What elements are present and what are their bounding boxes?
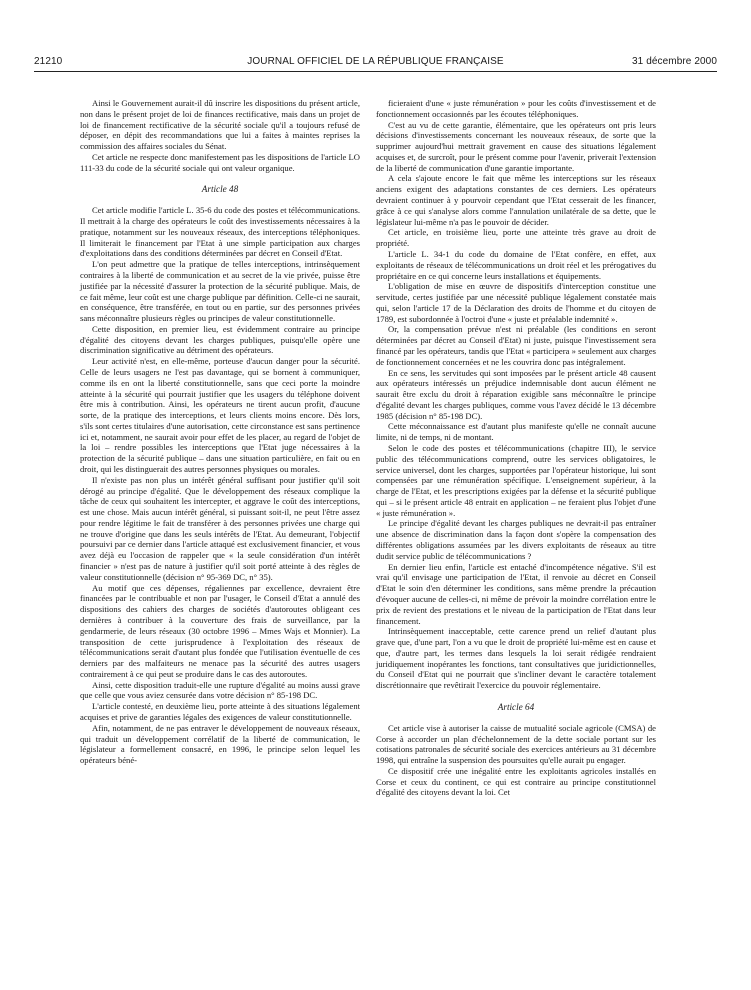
paragraph: Cet article modifie l'article L. 35-6 du code des postes et télécommunications. Il mettrait à la charge des opérateurs le coût des investissements nécessaires à la pratique, notamment sur les nouveaux réseaux, des interceptions téléphoniques. Il limiterait le financement par l'Etat à une simple participation aux charges d'exploitations dans des conditions déterminées par décret en Conseil d'Etat. — [80, 205, 360, 259]
paragraph: L'obligation de mise en œuvre de dispositifs d'interception constitue une servitude, certes justifiée par une nécessité publique légalement constatée mais qui, selon l'article 17 de la Déclaration des droits de l'homme et du citoyen de 1789, est subordonnée à l'octroi d'une « juste et préalable indemnité ». — [376, 281, 656, 324]
paragraph: Or, la compensation prévue n'est ni préalable (les conditions en seront déterminées par décret au Conseil d'Etat) ni juste, puisque l'investissement sera financé par les opérateurs, tandis que l'Etat « participera » seulement aux charges de fonctionnement concernées et ne les couvrira donc pas intégralement. — [376, 324, 656, 367]
article-heading: Article 64 — [497, 701, 535, 712]
paragraph: Leur activité n'est, en elle-même, porteuse d'aucun danger pour la sécurité. Celle de leurs usagers ne l'est pas davantage, qui se bornent à communiquer, comme ils en ont la liberté constitutionnelle, sans que ceci porte la moindre atteinte à la sécurité qui pourrait justifier que les usagers du téléphone doivent être mis à contribution. Ainsi, les opérateurs ne tirent aucun profit, d'aucune sorte, de la pratique des interceptions, et leurs clients moins encore. Dès lors, s'ils sont certes titulaires d'une autorisation, cette circonstance est sans pertinence ici et, notamment, ne saurait avoir pour effet de les placer, au regard de l'objet de la loi – rendre possibles les interceptions que l'Etat juge nécessaires à la protection de la sécurité publique – dans une situation particulière, en fait ou en droit, qui les distinguerait des autres personnes physiques ou morales. — [80, 356, 360, 474]
header-rule — [34, 71, 717, 72]
paragraph: Ainsi le Gouvernement aurait-il dû inscrire les dispositions du présent article, non dans le présent projet de loi de finances rectificative, mais dans un projet de loi de financement rectificative de la sécurité sociale qu'il a toujours refusé de déposer, en dépit des recommandations que lui a faites à maintes reprises la commission des affaires sociales du Sénat. — [80, 98, 360, 152]
paragraph: L'article contesté, en deuxième lieu, porte atteinte à des situations légalement acquises et prive de garanties légales des exigences de valeur constitutionnelle. — [80, 701, 360, 722]
paragraph: C'est au vu de cette garantie, élémentaire, que les opérateurs ont pris leurs décisions d'investissements concernant les nouveaux réseaux, de sorte que la supprimer aujourd'hui mettrait gravement en cause des situations légalement acquises et, de surcroît, pour le présent comme pour l'avenir, priverait l'extension de la liberté de communication d'une garantie importante. — [376, 119, 656, 173]
paragraph: Selon le code des postes et télécommunications (chapitre III), le service public des télécommunications comprend, outre les services obligatoires, le service universel, dont les charges, supportées par l'opérateur historique, lui sont compensées par une rémunération spécifique. L'enseignement supérieur, à la charge de l'Etat, et les prescriptions exigées par la défense et la sécurité publique qui – si le présent article 48 entrait en application – ne feraient plus l'objet d'une « juste rémunération ». — [376, 443, 656, 518]
issue-date: 31 décembre 2000 — [632, 56, 717, 67]
journal-title: JOURNAL OFFICIEL DE LA RÉPUBLIQUE FRANÇAISE — [247, 56, 504, 67]
paragraph: En ce sens, les servitudes qui sont imposées par le présent article 48 causent aux opérateurs intéressés un préjudice indemnisable dont aucun élément ne saurait être exclu du droit à réparation exigible sans méconnaître le principe d'égalité devant les charges publiques, comme vous l'avez décidé le 13 décembre 1985 (décision n° 85-198 DC). — [376, 367, 656, 421]
right-column — [376, 98, 656, 798]
paragraph: L'article L. 34-1 du code du domaine de l'Etat confère, en effet, aux exploitants de réseaux de télécommunications un droit réel et les prérogatives du propriétaire en ce qui concerne leurs installations et équipements. — [376, 248, 656, 281]
paragraph: Cet article ne respecte donc manifestement pas les dispositions de l'article LO 111-33 du code de la sécurité sociale qui ont valeur organique. — [80, 151, 360, 173]
article-heading: Article 48 — [201, 184, 239, 195]
paragraph: Cette méconnaissance est d'autant plus manifeste qu'elle ne connaît aucune limite, ni de temps, ni de montant. — [376, 421, 656, 443]
left-column — [80, 98, 360, 766]
paragraph: Cet article vise à autoriser la caisse de mutualité sociale agricole (CMSA) de Corse à accorder un plan d'échelonnement de la dette sociale portant sur les cotisations patronales de sécurité sociale des exercices antérieurs au 31 décembre 1998, qui entraîne la suspension des poursuites qu'elle aurait pu engager. — [376, 722, 656, 766]
paragraph: Intrinsèquement inacceptable, cette carence prend un relief d'autant plus grave que, d'une part, l'on a vu que le droit de propriété lui-même est en cause et que, d'autre part, les termes dans lesquels la loi serait rédigée rendraient juridiquement inopérantes les fonctions, tant consultatives que juridictionnelles, du Conseil d'Etat qui ne pourrait que s'incliner devant le caractère totalement discrétionnaire que revêtirait l'exercice du pouvoir réglementaire. — [376, 626, 656, 691]
page-number: 21210 — [34, 56, 63, 67]
paragraph: Le principe d'égalité devant les charges publiques ne devrait-il pas entraîner une absence de discrimination dans la façon dont s'opère la compensation des différentes obligations assumées par les divers exploitants de réseaux au titre dudit service public de télécommunications ? — [376, 518, 656, 561]
paragraph: Cet article, en troisième lieu, porte une atteinte très grave au droit de propriété. — [376, 227, 656, 249]
paragraph: Ainsi, cette disposition traduit-elle une rupture d'égalité au moins aussi grave que celle que vous aviez censurée dans votre décision n° 85-198 DC. — [80, 679, 360, 701]
paragraph: A cela s'ajoute encore le fait que même les interceptions sur les réseaux anciens exigent des adaptations constantes de ces derniers. Les opérateurs devraient continuer à y pourvoir cependant que l'Etat cesserait de les financer, grâce à ce qui s'analyse alors comme l'annulation unilatérale de sa dette, que le législateur lui-même n'a pas le pouvoir de décider. — [376, 173, 656, 227]
page-header — [34, 56, 717, 70]
paragraph: Cette disposition, en premier lieu, est évidemment contraire au principe d'égalité des citoyens devant les charges publiques, puisqu'elle opère une discrimination significative au détriment des opérateurs. — [80, 323, 360, 356]
paragraph: Au motif que ces dépenses, régaliennes par excellence, devraient être financées par le contribuable et non par l'usager, le Conseil d'Etat a annulé des dispositions des cahiers des charges de sociétés d'autoroutes obligeant ces dernières à contribuer à la couverture des frais de surveillance, par la gendarmerie, de leurs réseaux (30 octobre 1996 – Mmes Wajs et Monnier). La transposition de cette jurisprudence à l'exploitation des réseaux de télécommunications serait d'autant plus fondée que l'utilisation éventuelle de ces derniers par des malfaiteurs ne menace pas la sécurité des autres usagers contrairement à ce qui peut se produire dans le cas des autoroutes. — [80, 582, 360, 679]
paragraph: Ce dispositif crée une inégalité entre les exploitants agricoles installés en Corse et ceux du continent, ce qui est contraire au principe constitutionnel d'égalité des citoyens devant la loi. Cet — [376, 765, 656, 798]
paragraph: En dernier lieu enfin, l'article est entaché d'incompétence négative. S'il est vrai qu'il envisage une participation de l'Etat, il renvoie au décret en Conseil d'Etat le soin d'en déterminer les conditions, sans même prendre la précaution d'évoquer aucune de celles-ci, ni même de prévoir la moindre corrélation entre le prix de revient des prestations et le niveau de la participation de l'Etat dans leur financement. — [376, 561, 656, 626]
paragraph: Il n'existe pas non plus un intérêt général suffisant pour justifier qu'il soit dérogé au principe d'égalité. Que le développement des réseaux complique la tâche de ceux qui souhaitent les intercepter, et aggrave le coût des interceptions, est une chose. Mais aucun intérêt général, si puissant soit-il, ne peut l'être assez pour rendre légitime le fait de transférer à des personnes privées une charge qui ne trouve d'origine que dans les seuls intérêts de l'Etat. Au demeurant, l'objectif poursuivi par ce dernier dans l'article attaqué est exclusivement financier, et vous avez déjà eu l'occasion de rappeler que « la seule considération d'un intérêt financier » n'est pas de nature à justifier qu'il soit porté atteinte à des règles de valeur constitutionnelle (décision n° 95-369 DC, n° 35). — [80, 474, 360, 582]
paragraph: Afin, notamment, de ne pas entraver le développement de nouveaux réseaux, qui traduit un développement corrélatif de la liberté de communication, le législateur a formellement consacré, en 1996, le principe selon lequel les opérateurs béné- — [80, 722, 360, 766]
paragraph: L'on peut admettre que la pratique de telles interceptions, intrinsèquement contraires à la liberté de communication et au secret de la vie privée, puisse être justifiée par la nécessité d'assurer la protection de la sécurité publique. Mais, de ce fait même, leur coût est une charge publique par définition. Celle-ci ne saurait, en conséquence, être transférée, en tout ou en partie, sur des personnes privées sans méconnaître plusieurs règles ou principes de valeur constitutionnelle. — [80, 259, 360, 324]
paragraph: ficieraient d'une « juste rémunération » pour les coûts d'investissement et de fonctionnement occasionnés par les écoutes téléphoniques. — [376, 98, 656, 119]
